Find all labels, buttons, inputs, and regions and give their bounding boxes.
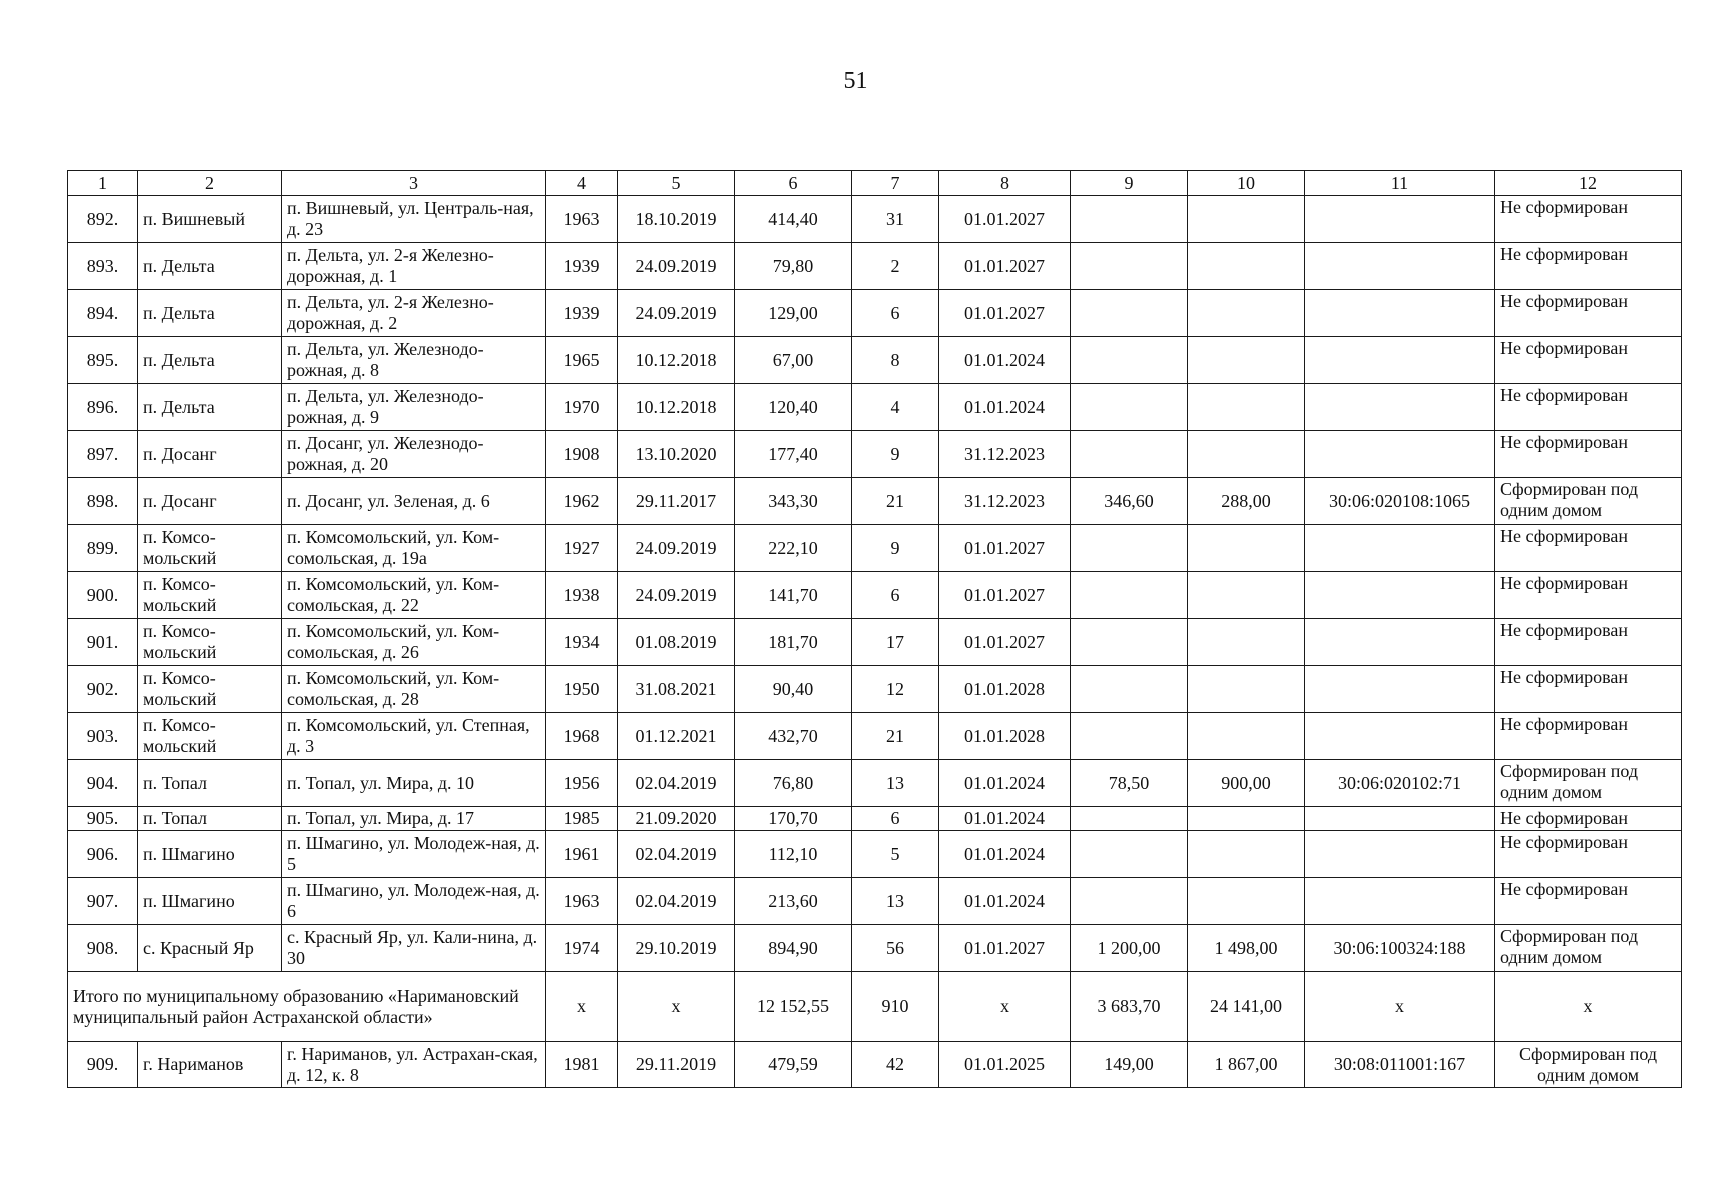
row-number: 907. bbox=[68, 878, 138, 925]
value-10-cell bbox=[1188, 713, 1305, 760]
settlement-cell: п. Топал bbox=[138, 760, 282, 807]
status-cell: Не сформирован bbox=[1495, 666, 1682, 713]
value-9-cell bbox=[1071, 384, 1188, 431]
date-cell: 24.09.2019 bbox=[618, 290, 735, 337]
value-10-cell: 1 867,00 bbox=[1188, 1042, 1305, 1088]
residents-cell: 56 bbox=[852, 925, 939, 972]
table-row bbox=[68, 384, 1682, 431]
date-cell: 13.10.2020 bbox=[618, 431, 735, 478]
row-number: 905. bbox=[68, 807, 138, 831]
address-cell: п. Досанг, ул. Зеленая, д. 6 bbox=[282, 478, 546, 525]
status-cell: Не сформирован bbox=[1495, 431, 1682, 478]
date-cell: 01.12.2021 bbox=[618, 713, 735, 760]
area-cell: 414,40 bbox=[735, 196, 852, 243]
settlement-cell: п. Шмагино bbox=[138, 878, 282, 925]
deadline-cell: 01.01.2024 bbox=[939, 807, 1071, 831]
value-10-cell bbox=[1188, 337, 1305, 384]
table-row bbox=[68, 478, 1682, 525]
status-cell: Не сформирован bbox=[1495, 878, 1682, 925]
table-row bbox=[68, 1042, 1682, 1088]
status-cell: Не сформирован bbox=[1495, 337, 1682, 384]
deadline-cell: 31.12.2023 bbox=[939, 478, 1071, 525]
status-cell: Не сформирован bbox=[1495, 196, 1682, 243]
address-cell: п. Дельта, ул. Железнодо-рожная, д. 9 bbox=[282, 384, 546, 431]
total-cadastral: х bbox=[1305, 972, 1495, 1042]
status-cell: Не сформирован bbox=[1495, 807, 1682, 831]
date-cell: 02.04.2019 bbox=[618, 878, 735, 925]
value-9-cell bbox=[1071, 572, 1188, 619]
value-10-cell bbox=[1188, 807, 1305, 831]
settlement-cell: г. Нариманов bbox=[138, 1042, 282, 1088]
value-9-cell bbox=[1071, 243, 1188, 290]
status-cell: Не сформирован bbox=[1495, 619, 1682, 666]
status-cell: Сформирован под одним домом bbox=[1495, 1042, 1682, 1088]
date-cell: 10.12.2018 bbox=[618, 337, 735, 384]
year-cell: 1938 bbox=[546, 572, 618, 619]
settlement-cell: п. Досанг bbox=[138, 478, 282, 525]
row-number: 904. bbox=[68, 760, 138, 807]
cadastral-cell bbox=[1305, 196, 1495, 243]
cadastral-cell bbox=[1305, 337, 1495, 384]
cadastral-cell bbox=[1305, 431, 1495, 478]
value-9-cell bbox=[1071, 196, 1188, 243]
value-9-cell: 78,50 bbox=[1071, 760, 1188, 807]
date-cell: 31.08.2021 bbox=[618, 666, 735, 713]
total-residents: 910 bbox=[852, 972, 939, 1042]
date-cell: 02.04.2019 bbox=[618, 831, 735, 878]
status-cell: Не сформирован bbox=[1495, 572, 1682, 619]
settlement-cell: п. Комсо-мольский bbox=[138, 666, 282, 713]
table-row bbox=[68, 713, 1682, 760]
residents-cell: 12 bbox=[852, 666, 939, 713]
settlement-cell: п. Топал bbox=[138, 807, 282, 831]
residents-cell: 9 bbox=[852, 431, 939, 478]
date-cell: 10.12.2018 bbox=[618, 384, 735, 431]
column-header: 11 bbox=[1305, 171, 1495, 196]
row-number: 903. bbox=[68, 713, 138, 760]
value-9-cell bbox=[1071, 807, 1188, 831]
settlement-cell: п. Комсо-мольский bbox=[138, 619, 282, 666]
value-10-cell bbox=[1188, 196, 1305, 243]
area-cell: 343,30 bbox=[735, 478, 852, 525]
value-10-cell bbox=[1188, 878, 1305, 925]
status-cell: Сформирован под одним домом bbox=[1495, 478, 1682, 525]
total-value-9: 3 683,70 bbox=[1071, 972, 1188, 1042]
value-10-cell: 288,00 bbox=[1188, 478, 1305, 525]
date-cell: 02.04.2019 bbox=[618, 760, 735, 807]
date-cell: 24.09.2019 bbox=[618, 525, 735, 572]
residents-cell: 9 bbox=[852, 525, 939, 572]
cadastral-cell: 30:06:020102:71 bbox=[1305, 760, 1495, 807]
year-cell: 1950 bbox=[546, 666, 618, 713]
deadline-cell: 01.01.2027 bbox=[939, 290, 1071, 337]
address-cell: г. Нариманов, ул. Астрахан-ская, д. 12, к. 8 bbox=[282, 1042, 546, 1088]
value-9-cell bbox=[1071, 525, 1188, 572]
area-cell: 894,90 bbox=[735, 925, 852, 972]
residents-cell: 6 bbox=[852, 290, 939, 337]
area-cell: 76,80 bbox=[735, 760, 852, 807]
value-9-cell: 346,60 bbox=[1071, 478, 1188, 525]
residents-cell: 13 bbox=[852, 760, 939, 807]
address-cell: п. Топал, ул. Мира, д. 17 bbox=[282, 807, 546, 831]
residents-cell: 4 bbox=[852, 384, 939, 431]
year-cell: 1939 bbox=[546, 290, 618, 337]
area-cell: 112,10 bbox=[735, 831, 852, 878]
status-cell: Не сформирован bbox=[1495, 525, 1682, 572]
value-10-cell: 900,00 bbox=[1188, 760, 1305, 807]
row-number: 909. bbox=[68, 1042, 138, 1088]
total-value-10: 24 141,00 bbox=[1188, 972, 1305, 1042]
settlement-cell: п. Дельта bbox=[138, 384, 282, 431]
address-cell: п. Комсомольский, ул. Ком-сомольская, д. 28 bbox=[282, 666, 546, 713]
cadastral-cell: 30:08:011001:167 bbox=[1305, 1042, 1495, 1088]
total-label: Итого по муниципальному образованию «Наримановский муниципальный район Астраханской области» bbox=[68, 972, 546, 1042]
cadastral-cell bbox=[1305, 619, 1495, 666]
address-cell: п. Дельта, ул. Железнодо-рожная, д. 8 bbox=[282, 337, 546, 384]
deadline-cell: 01.01.2024 bbox=[939, 878, 1071, 925]
residents-cell: 31 bbox=[852, 196, 939, 243]
value-10-cell bbox=[1188, 831, 1305, 878]
status-cell: Не сформирован bbox=[1495, 290, 1682, 337]
column-header: 3 bbox=[282, 171, 546, 196]
value-10-cell bbox=[1188, 243, 1305, 290]
area-cell: 90,40 bbox=[735, 666, 852, 713]
table-row bbox=[68, 619, 1682, 666]
deadline-cell: 01.01.2027 bbox=[939, 572, 1071, 619]
table-row bbox=[68, 878, 1682, 925]
address-cell: п. Топал, ул. Мира, д. 10 bbox=[282, 760, 546, 807]
table-row bbox=[68, 666, 1682, 713]
cadastral-cell bbox=[1305, 243, 1495, 290]
value-9-cell bbox=[1071, 619, 1188, 666]
column-header: 9 bbox=[1071, 171, 1188, 196]
total-date: х bbox=[618, 972, 735, 1042]
address-cell: п. Комсомольский, ул. Ком-сомольская, д. 19а bbox=[282, 525, 546, 572]
date-cell: 29.11.2017 bbox=[618, 478, 735, 525]
table-row bbox=[68, 925, 1682, 972]
year-cell: 1974 bbox=[546, 925, 618, 972]
date-cell: 24.09.2019 bbox=[618, 572, 735, 619]
value-9-cell: 149,00 bbox=[1071, 1042, 1188, 1088]
value-9-cell bbox=[1071, 290, 1188, 337]
date-cell: 24.09.2019 bbox=[618, 243, 735, 290]
area-cell: 79,80 bbox=[735, 243, 852, 290]
row-number: 896. bbox=[68, 384, 138, 431]
year-cell: 1962 bbox=[546, 478, 618, 525]
area-cell: 129,00 bbox=[735, 290, 852, 337]
column-header: 1 bbox=[68, 171, 138, 196]
date-cell: 01.08.2019 bbox=[618, 619, 735, 666]
value-9-cell bbox=[1071, 431, 1188, 478]
value-9-cell: 1 200,00 bbox=[1071, 925, 1188, 972]
area-cell: 67,00 bbox=[735, 337, 852, 384]
address-cell: п. Комсомольский, ул. Ком-сомольская, д. 22 bbox=[282, 572, 546, 619]
address-cell: п. Комсомольский, ул. Ком-сомольская, д. 26 bbox=[282, 619, 546, 666]
residents-cell: 8 bbox=[852, 337, 939, 384]
row-number: 898. bbox=[68, 478, 138, 525]
residents-cell: 2 bbox=[852, 243, 939, 290]
year-cell: 1927 bbox=[546, 525, 618, 572]
settlement-cell: п. Комсо-мольский bbox=[138, 572, 282, 619]
value-9-cell bbox=[1071, 337, 1188, 384]
deadline-cell: 01.01.2027 bbox=[939, 196, 1071, 243]
year-cell: 1963 bbox=[546, 878, 618, 925]
year-cell: 1908 bbox=[546, 431, 618, 478]
settlement-cell: п. Дельта bbox=[138, 290, 282, 337]
table-row bbox=[68, 243, 1682, 290]
status-cell: Не сформирован bbox=[1495, 831, 1682, 878]
address-cell: п. Дельта, ул. 2-я Железно-дорожная, д. 2 bbox=[282, 290, 546, 337]
value-9-cell bbox=[1071, 666, 1188, 713]
date-cell: 29.10.2019 bbox=[618, 925, 735, 972]
settlement-cell: п. Комсо-мольский bbox=[138, 525, 282, 572]
residents-cell: 42 bbox=[852, 1042, 939, 1088]
column-header: 10 bbox=[1188, 171, 1305, 196]
area-cell: 432,70 bbox=[735, 713, 852, 760]
row-number: 906. bbox=[68, 831, 138, 878]
cadastral-cell: 30:06:100324:188 bbox=[1305, 925, 1495, 972]
column-header: 8 bbox=[939, 171, 1071, 196]
column-header: 2 bbox=[138, 171, 282, 196]
settlement-cell: п. Комсо-мольский bbox=[138, 713, 282, 760]
deadline-cell: 01.01.2024 bbox=[939, 760, 1071, 807]
area-cell: 177,40 bbox=[735, 431, 852, 478]
settlement-cell: п. Дельта bbox=[138, 337, 282, 384]
address-cell: п. Комсомольский, ул. Степная, д. 3 bbox=[282, 713, 546, 760]
row-number: 899. bbox=[68, 525, 138, 572]
residents-cell: 17 bbox=[852, 619, 939, 666]
total-status: х bbox=[1495, 972, 1682, 1042]
table-row bbox=[68, 525, 1682, 572]
area-cell: 479,59 bbox=[735, 1042, 852, 1088]
cadastral-cell bbox=[1305, 807, 1495, 831]
column-header: 7 bbox=[852, 171, 939, 196]
address-cell: п. Шмагино, ул. Молодеж-ная, д. 6 bbox=[282, 878, 546, 925]
value-10-cell bbox=[1188, 572, 1305, 619]
row-number: 908. bbox=[68, 925, 138, 972]
deadline-cell: 01.01.2027 bbox=[939, 243, 1071, 290]
year-cell: 1939 bbox=[546, 243, 618, 290]
status-cell: Не сформирован bbox=[1495, 243, 1682, 290]
year-cell: 1934 bbox=[546, 619, 618, 666]
total-row bbox=[68, 972, 1682, 1042]
row-number: 892. bbox=[68, 196, 138, 243]
area-cell: 120,40 bbox=[735, 384, 852, 431]
year-cell: 1961 bbox=[546, 831, 618, 878]
cadastral-cell bbox=[1305, 290, 1495, 337]
deadline-cell: 01.01.2025 bbox=[939, 1042, 1071, 1088]
area-cell: 222,10 bbox=[735, 525, 852, 572]
residents-cell: 21 bbox=[852, 713, 939, 760]
status-cell: Не сформирован bbox=[1495, 384, 1682, 431]
value-9-cell bbox=[1071, 831, 1188, 878]
value-9-cell bbox=[1071, 878, 1188, 925]
value-10-cell bbox=[1188, 525, 1305, 572]
housing-registry-table bbox=[67, 170, 1682, 1088]
deadline-cell: 01.01.2028 bbox=[939, 713, 1071, 760]
row-number: 900. bbox=[68, 572, 138, 619]
year-cell: 1970 bbox=[546, 384, 618, 431]
residents-cell: 6 bbox=[852, 807, 939, 831]
table-row bbox=[68, 572, 1682, 619]
cadastral-cell bbox=[1305, 572, 1495, 619]
address-cell: п. Шмагино, ул. Молодеж-ная, д. 5 bbox=[282, 831, 546, 878]
table-row bbox=[68, 807, 1682, 831]
table-row bbox=[68, 431, 1682, 478]
date-cell: 18.10.2019 bbox=[618, 196, 735, 243]
cadastral-cell bbox=[1305, 525, 1495, 572]
deadline-cell: 01.01.2024 bbox=[939, 831, 1071, 878]
area-cell: 141,70 bbox=[735, 572, 852, 619]
deadline-cell: 01.01.2027 bbox=[939, 619, 1071, 666]
column-header: 12 bbox=[1495, 171, 1682, 196]
residents-cell: 13 bbox=[852, 878, 939, 925]
value-10-cell bbox=[1188, 290, 1305, 337]
address-cell: п. Дельта, ул. 2-я Железно-дорожная, д. 1 bbox=[282, 243, 546, 290]
total-deadline: х bbox=[939, 972, 1071, 1042]
residents-cell: 21 bbox=[852, 478, 939, 525]
table-row bbox=[68, 337, 1682, 384]
cadastral-cell bbox=[1305, 384, 1495, 431]
cadastral-cell: 30:06:020108:1065 bbox=[1305, 478, 1495, 525]
address-cell: п. Вишневый, ул. Централь-ная, д. 23 bbox=[282, 196, 546, 243]
year-cell: 1956 bbox=[546, 760, 618, 807]
area-cell: 213,60 bbox=[735, 878, 852, 925]
residents-cell: 5 bbox=[852, 831, 939, 878]
status-cell: Сформирован под одним домом bbox=[1495, 760, 1682, 807]
cadastral-cell bbox=[1305, 713, 1495, 760]
cadastral-cell bbox=[1305, 878, 1495, 925]
settlement-cell: с. Красный Яр bbox=[138, 925, 282, 972]
settlement-cell: п. Вишневый bbox=[138, 196, 282, 243]
column-header: 6 bbox=[735, 171, 852, 196]
row-number: 897. bbox=[68, 431, 138, 478]
status-cell: Сформирован под одним домом bbox=[1495, 925, 1682, 972]
area-cell: 170,70 bbox=[735, 807, 852, 831]
residents-cell: 6 bbox=[852, 572, 939, 619]
year-cell: 1981 bbox=[546, 1042, 618, 1088]
value-10-cell bbox=[1188, 431, 1305, 478]
row-number: 901. bbox=[68, 619, 138, 666]
deadline-cell: 01.01.2027 bbox=[939, 925, 1071, 972]
value-10-cell bbox=[1188, 619, 1305, 666]
cadastral-cell bbox=[1305, 666, 1495, 713]
table-row bbox=[68, 831, 1682, 878]
table-row bbox=[68, 760, 1682, 807]
deadline-cell: 01.01.2028 bbox=[939, 666, 1071, 713]
table-row bbox=[68, 196, 1682, 243]
deadline-cell: 01.01.2024 bbox=[939, 384, 1071, 431]
year-cell: 1963 bbox=[546, 196, 618, 243]
deadline-cell: 01.01.2024 bbox=[939, 337, 1071, 384]
cadastral-cell bbox=[1305, 831, 1495, 878]
area-cell: 181,70 bbox=[735, 619, 852, 666]
row-number: 893. bbox=[68, 243, 138, 290]
column-number-row bbox=[68, 171, 1682, 196]
address-cell: п. Досанг, ул. Железнодо-рожная, д. 20 bbox=[282, 431, 546, 478]
deadline-cell: 01.01.2027 bbox=[939, 525, 1071, 572]
column-header: 4 bbox=[546, 171, 618, 196]
year-cell: 1968 bbox=[546, 713, 618, 760]
status-cell: Не сформирован bbox=[1495, 713, 1682, 760]
year-cell: 1965 bbox=[546, 337, 618, 384]
settlement-cell: п. Дельта bbox=[138, 243, 282, 290]
page-number: 51 bbox=[843, 68, 868, 94]
row-number: 894. bbox=[68, 290, 138, 337]
total-year: х bbox=[546, 972, 618, 1042]
year-cell: 1985 bbox=[546, 807, 618, 831]
date-cell: 29.11.2019 bbox=[618, 1042, 735, 1088]
row-number: 895. bbox=[68, 337, 138, 384]
settlement-cell: п. Досанг bbox=[138, 431, 282, 478]
column-header: 5 bbox=[618, 171, 735, 196]
value-10-cell bbox=[1188, 666, 1305, 713]
settlement-cell: п. Шмагино bbox=[138, 831, 282, 878]
value-10-cell bbox=[1188, 384, 1305, 431]
row-number: 902. bbox=[68, 666, 138, 713]
table-row bbox=[68, 290, 1682, 337]
value-9-cell bbox=[1071, 713, 1188, 760]
date-cell: 21.09.2020 bbox=[618, 807, 735, 831]
total-area: 12 152,55 bbox=[735, 972, 852, 1042]
value-10-cell: 1 498,00 bbox=[1188, 925, 1305, 972]
deadline-cell: 31.12.2023 bbox=[939, 431, 1071, 478]
address-cell: с. Красный Яр, ул. Кали-нина, д. 30 bbox=[282, 925, 546, 972]
